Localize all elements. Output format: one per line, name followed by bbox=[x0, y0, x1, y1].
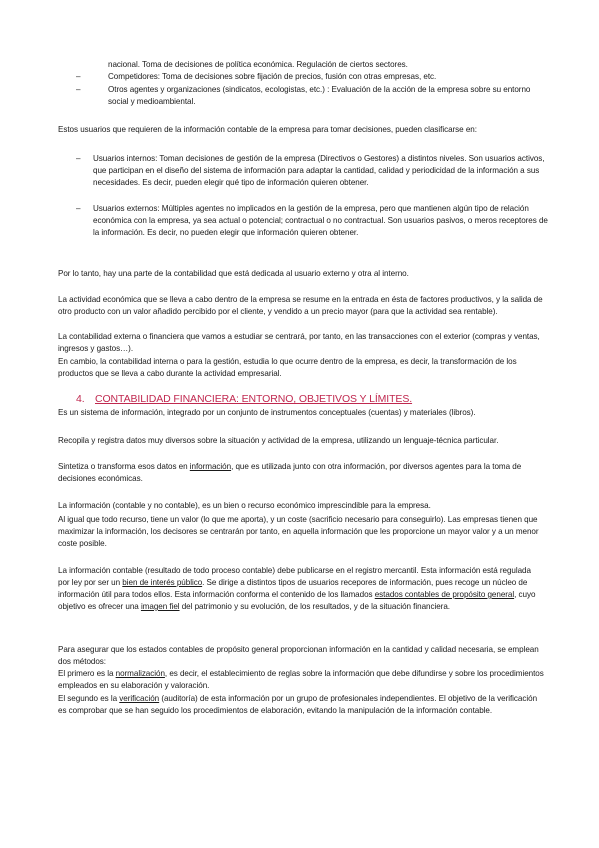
underlined-term: imagen fiel bbox=[140, 602, 180, 611]
paragraph-sintetiza bbox=[58, 461, 544, 485]
paragraph-asegurar: Para asegurar que los estados contables de propósito general proporcionan información en la cantidad y calidad necesaria, se emplean dos métodos: bbox=[58, 645, 539, 666]
list-item-usuarios-internos: Usuarios internos: Toman decisiones de gestión de la empresa (Directivos o Gestores) a distintos niveles. Son usuarios activos, que participan en el diseño del sistema de información para adaptar la cantidad, calidad y periodicidad de la información a sus necesidades. Es decir, pueden elegir qué tipo de información quieren obtener. bbox=[93, 154, 545, 187]
text-run: , que es utilizada junto con otra información, por diversos agentes para la toma de decisiones económicas. bbox=[58, 462, 522, 483]
text-run: (auditoría) de esta información por un grupo de profesionales independientes. El objetivo de la verificación es comprobar que se han seguido los procedimientos de elaboración, evitando la manipulación de la información contable. bbox=[58, 694, 538, 715]
paragraph-contabilidad-interna: En cambio, la contabilidad interna o para la gestión, estudia lo que ocurre dentro de la empresa, es decir, la transformación de los productos que se lleva a cabo durante la actividad empresarial. bbox=[58, 357, 517, 378]
list-item-otros-agentes: Otros agentes y organizaciones (sindicatos, ecologistas, etc.) : Evaluación de la acción de la empresa sobre su entorno social y medioambiental. bbox=[108, 85, 531, 106]
bullet-dash: – bbox=[76, 85, 81, 94]
paragraph-informacion-recurso: La información (contable y no contable), es un bien o recurso económico imprescindible para la empresa. bbox=[58, 501, 431, 510]
list-item-continuation: nacional. Toma de decisiones de política económica. Regulación de ciertos sectores. bbox=[108, 60, 408, 69]
list-item-competidores: Competidores: Toma de decisiones sobre fijación de precios, fusión con otras empresas, etc. bbox=[108, 72, 437, 81]
paragraph-informacion-contable bbox=[58, 565, 544, 613]
section-heading bbox=[76, 393, 412, 406]
bullet-dash: – bbox=[76, 154, 81, 163]
paragraph-valor-coste: Al igual que todo recurso, tiene un valor (lo que me aporta), y un coste (sacrificio necesario para conseguirlo). Las empresas tienen que maximizar la información, los decisores se centrarán por tanto, en aquella información que les proporcione un mayor valor y a un menor coste posible. bbox=[58, 515, 539, 548]
paragraph-normalizacion bbox=[58, 668, 544, 692]
text-run: El segundo es la bbox=[58, 694, 120, 703]
paragraph-sistema-informacion: Es un sistema de información, integrado por un conjunto de instrumentos conceptuales (cuentas) y materiales (libros). bbox=[58, 408, 476, 417]
text-run: . Se dirige a distintos tipos de usuarios recepores de información, pues recoge un núcleo de información útil para todos ellos. Esta información conforma el contenido de los llamados bbox=[58, 578, 528, 599]
underlined-term: estados contables de propósito general bbox=[374, 590, 515, 599]
section-title: CONTABILIDAD FINANCIERA: ENTORNO, OBJETIVOS Y LÍMITES. bbox=[95, 393, 413, 405]
paragraph-usuarios-intro: Estos usuarios que requieren de la información contable de la empresa para tomar decisiones, pueden clasificarse en: bbox=[58, 125, 477, 134]
paragraph-verificacion bbox=[58, 693, 544, 717]
underlined-term: normalización bbox=[115, 669, 165, 678]
paragraph-contabilidad-externa: La contabilidad externa o financiera que vamos a estudiar se centrará, por tanto, en las transacciones con el exterior (compras y ventas, ingresos y gastos…). bbox=[58, 332, 540, 353]
underlined-term: verificación bbox=[119, 694, 160, 703]
section-number: 4. bbox=[76, 393, 85, 405]
bullet-dash: – bbox=[76, 204, 81, 213]
text-run: Sintetiza o transforma esos datos en bbox=[58, 462, 190, 471]
text-run: , cuyo objetivo es ofrecer una bbox=[58, 590, 536, 611]
text-run: El primero es la bbox=[58, 669, 116, 678]
underlined-term: bien de interés público bbox=[122, 578, 203, 587]
text-run: del patrimonio y su evolución, de los resultados, y de la situación financiera. bbox=[179, 602, 450, 611]
list-item-usuarios-externos: Usuarios externos: Múltiples agentes no implicados en la gestión de la empresa, pero que mantienen algún tipo de relación económica con la empresa, ya sea actual o potencial; contractual o no contractual. Son usuarios pasivos, o meros receptores de la información. Es decir, no pueden elegir que información quieren obtener. bbox=[93, 204, 548, 237]
paragraph-por-lo-tanto: Por lo tanto, hay una parte de la contabilidad que está dedicada al usuario externo y otra al interno. bbox=[58, 269, 409, 278]
text-run: La información contable (resultado de todo proceso contable) debe publicarse en el registro mercantil. Esta información está regulada por ley por ser un bbox=[58, 566, 531, 587]
paragraph-actividad-economica: La actividad económica que se lleva a cabo dentro de la empresa se resume en la entrada en ésta de factores productivos, y la salida de otro producto con un valor añadido percibido por el cliente, y vendido a un precio mayor (para que la actividad sea rentable). bbox=[58, 295, 543, 316]
paragraph-recopila: Recopila y registra datos muy diversos sobre la situación y actividad de la empresa, utilizando un lenguaje-técnica particular. bbox=[58, 436, 499, 445]
bullet-dash: – bbox=[76, 72, 81, 81]
text-run: , es decir, el establecimiento de reglas sobre la información que debe difundirse y sobre los procedimientos empleados en su elaboración y valoración. bbox=[58, 669, 544, 690]
underlined-term: información bbox=[189, 462, 232, 471]
